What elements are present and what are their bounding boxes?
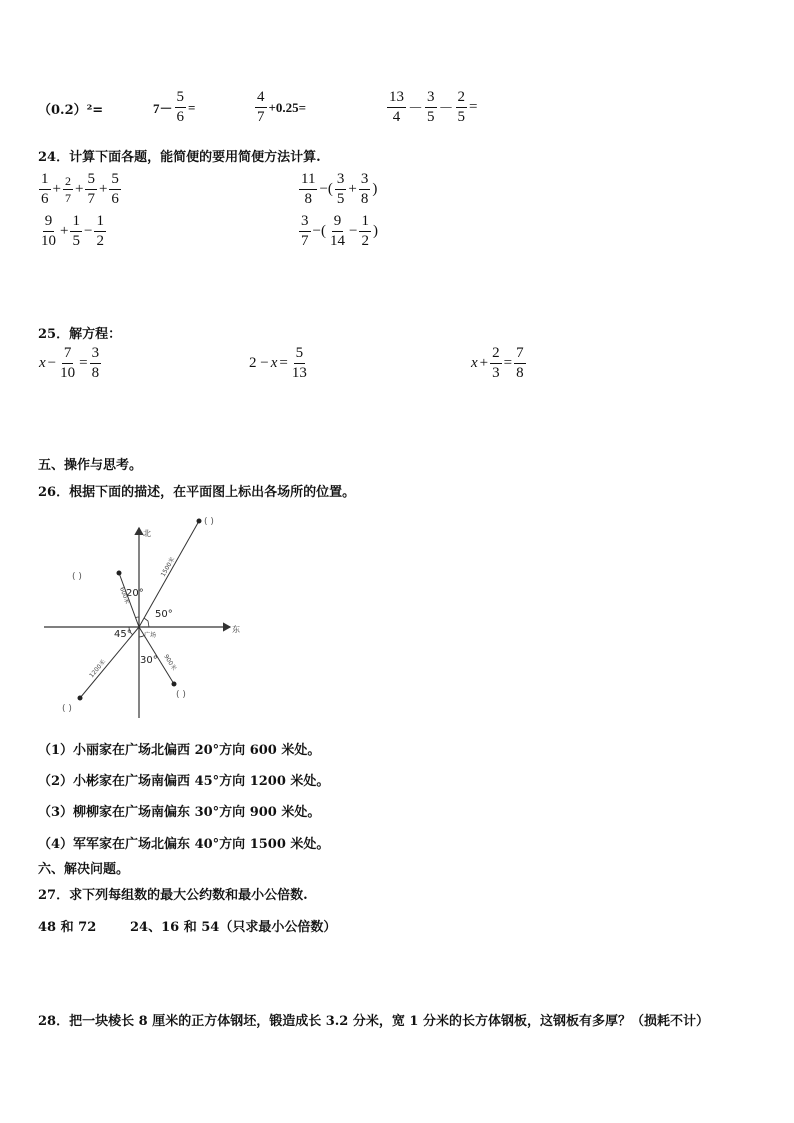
section-5-heading: 五、操作与思考。 (38, 458, 143, 473)
fraction: $\frac{9}{14}$ (329, 213, 345, 249)
center-label: 广场 (144, 632, 157, 639)
answer-blank: ( ) (62, 704, 72, 714)
angle-label: 30° (140, 655, 158, 666)
point-xiaoli-home (117, 571, 122, 576)
fraction: $\frac{1}{2}$ (96, 213, 104, 249)
expr-int: 7－ (153, 101, 173, 116)
fraction: $\frac{5}{6}$ (111, 171, 119, 207)
question-24-title: 24．计算下面各题，能简便的要用简便方法计算. (38, 150, 321, 165)
angle-label: 50° (155, 609, 173, 620)
angle-arc (144, 618, 149, 627)
fraction: $\frac{3}{8}$ (91, 345, 100, 381)
fraction: $\frac{3}{7}$ (301, 213, 309, 249)
fraction: $\frac{2}{7}$ (64, 174, 71, 205)
fraction: $\frac{11}{8}$ (301, 171, 316, 207)
section-6-heading: 六、解决问题。 (38, 862, 130, 877)
distance-label: 1200米 (88, 658, 108, 680)
q26-item-2: （2）小彬家在广场南偏西 45°方向 1200 米处。 (38, 774, 330, 789)
expr-rest: +0.25= (268, 99, 307, 115)
q26-item-3: （3）柳柳家在广场南偏东 30°方向 900 米处。 (38, 805, 321, 820)
distance-label: 900米 (162, 653, 178, 672)
expr-fraction-plus-decimal (254, 90, 307, 125)
fraction: $\frac{3}{5}$ (336, 171, 345, 207)
fraction: $\frac{2}{5}$ (457, 89, 466, 125)
fraction: $\frac{4}{7}$ (257, 89, 265, 125)
equals: = (188, 99, 196, 115)
answer-blank: ( ) (176, 690, 186, 700)
point-junjun-home (197, 519, 202, 524)
question-27-title: 27．求下列每组数的最大公约数和最小公倍数. (38, 888, 308, 903)
q25-equation-3: x + $\frac{2}{3}$ = $\frac{7}{8}$ (471, 345, 524, 381)
q24-expr-c: $\frac{9}{10}$ + $\frac{1}{5}$ − $\frac{1}{2}$ (41, 213, 104, 249)
fraction: $\frac{9}{10}$ (41, 213, 56, 249)
fraction: $\frac{5}{6}$ (176, 89, 185, 125)
fraction: $\frac{3}{5}$ (427, 89, 435, 125)
q26-item-4: （4）军军家在广场北偏东 40°方向 1500 米处。 (38, 837, 330, 852)
fraction: $\frac{1}{2}$ (361, 213, 369, 249)
angle-label: 45° (114, 629, 132, 640)
fraction: $\frac{13}{4}$ (389, 89, 404, 125)
expr-power: （0.2）²= (38, 103, 104, 118)
q27-group-2: 24、16 和 54（只求最小公倍数） (130, 920, 337, 935)
angle-label: 20° (126, 588, 144, 599)
distance-label: 600米 (118, 586, 131, 606)
question-26-title: 26．根据下面的描述，在平面图上标出各场所的位置。 (38, 485, 356, 500)
q24-expr-d: $\frac{3}{7}$ −( $\frac{9}{14}$ − $\frac{1}{2}$ ) (301, 213, 378, 249)
expr-seven-minus-fraction (152, 90, 196, 125)
distance-label: 1500米 (159, 556, 177, 578)
fraction: $\frac{7}{8}$ (516, 345, 524, 381)
fraction: $\frac{3}{8}$ (360, 171, 369, 207)
q25-equation-2: 2 −x= $\frac{5}{13}$ (249, 345, 307, 381)
q25-equation-1: x − $\frac{7}{10}$ = $\frac{3}{8}$ (39, 345, 100, 381)
fraction: $\frac{5}{13}$ (291, 345, 307, 381)
q26-item-1: （1）小丽家在广场北偏西 20°方向 600 米处。 (38, 743, 321, 758)
fraction: $\frac{1}{6}$ (41, 171, 49, 207)
answer-blank: ( ) (72, 572, 82, 582)
expr-fraction-subtraction: $\frac{13}{4}$ － $\frac{3}{5}$ － $\frac{2}{5}$ = (389, 89, 478, 125)
fraction: $\frac{2}{3}$ (492, 345, 500, 381)
east-label: 东 (232, 625, 240, 634)
direction-map-diagram (40, 516, 260, 726)
answer-blank: ( ) (204, 517, 214, 527)
fraction: $\frac{1}{5}$ (72, 213, 80, 249)
q24-expr-b: $\frac{11}{8}$ −( $\frac{3}{5}$ + $\frac{3}{8}$ ) (301, 171, 378, 207)
question-25-title: 25．解方程： (38, 327, 122, 342)
point-xiaobin-home (78, 696, 83, 701)
north-label: 北 (143, 529, 151, 538)
q27-group-1: 48 和 72 (38, 920, 97, 935)
fraction: $\frac{5}{7}$ (87, 171, 95, 207)
fraction: $\frac{7}{10}$ (60, 345, 76, 381)
question-28-title: 28．把一块棱长 8 厘米的正方体钢坯，锻造成长 3.2 分米，宽 1 分米的长方体钢板，这钢板有多厚？（损耗不计） (38, 1014, 709, 1029)
q24-expr-a: $\frac{1}{6}$ + $\frac{2}{7}$ + $\frac{5}{7}$ + $\frac{5}{6}$ (41, 171, 119, 207)
point-liuliu-home (172, 682, 177, 687)
